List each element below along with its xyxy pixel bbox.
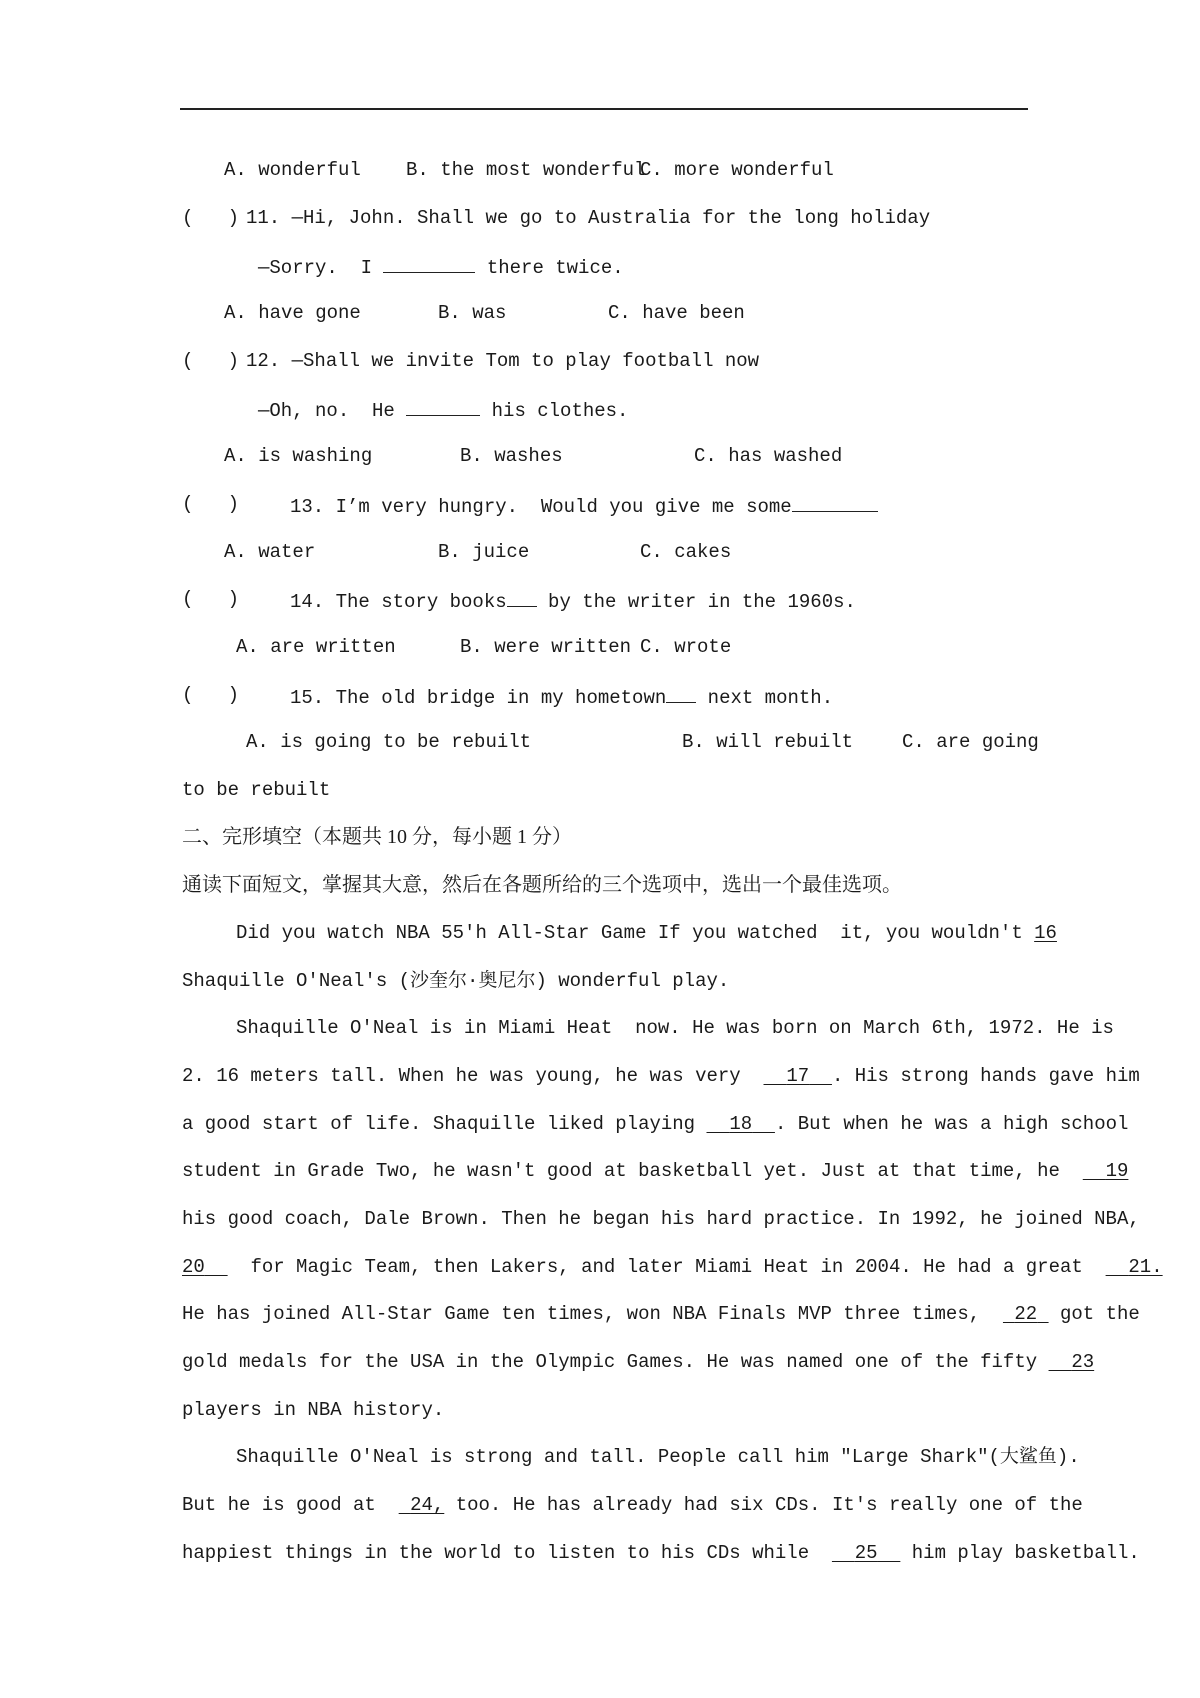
passage-text: He has joined All-Star Game ten times, won NBA Finals MVP three times, (182, 1303, 981, 1325)
answer-blank[interactable] (383, 250, 475, 273)
option-c: C. has washed (694, 445, 843, 467)
blank-17[interactable]: 17 (786, 1065, 810, 1087)
option-b: B. were written (460, 636, 632, 658)
question-stem: 15. The old bridge in my hometown (290, 687, 667, 709)
q10-options (0, 155, 1200, 185)
question-stem: 14. The story books (290, 591, 507, 613)
option-a: A. wonderful (224, 159, 361, 181)
option-b: B. will rebuilt (682, 731, 854, 753)
question-stem: 11. —Hi, John. Shall we go to Australia for the long holiday (246, 207, 931, 229)
reply-pre: —Oh, no. He (258, 400, 395, 422)
passage-text: gold medals for the USA in the Olympic Games. He was named one of the fifty (182, 1351, 1038, 1373)
passage-text: a good start of life. Shaquille liked playing (182, 1113, 696, 1135)
passage-line (0, 1538, 1200, 1568)
option-a: A. water (224, 541, 316, 563)
blank-25[interactable]: 25 (854, 1542, 878, 1564)
answer-paren[interactable]: ( ) (182, 207, 240, 229)
question-14 (0, 584, 1200, 614)
passage-text: Shaquille O'Neal is in Miami Heat now. He was born on March 6th, 1972. He is (236, 1017, 1114, 1039)
q11-reply (0, 250, 1200, 280)
answer-paren[interactable]: ( ) (182, 350, 240, 372)
option-c: C. are going (902, 731, 1039, 753)
passage-line (0, 918, 1200, 948)
option-a: A. is going to be rebuilt (246, 731, 532, 753)
section-instruction (0, 870, 1200, 900)
passage-text: got the (1059, 1303, 1140, 1325)
passage-text: his good coach, Dale Brown. Then he began his hard practice. In 1992, he joined NBA, (182, 1208, 1140, 1230)
passage-text: Shaquille O'Neal's (沙奎尔·奥尼尔) wonderful play. (182, 970, 730, 992)
passage-line (0, 1395, 1200, 1425)
passage-line (0, 1299, 1200, 1329)
passage-line (0, 1204, 1200, 1234)
passage-text: for Magic Team, then Lakers, and later Miami Heat in 2004. He had a great (250, 1256, 1083, 1278)
passage-text: student in Grade Two, he wasn't good at basketball yet. Just at that time, he (182, 1160, 1060, 1182)
question-stem-post: next month. (707, 687, 834, 709)
blank-18[interactable]: 18 (729, 1113, 753, 1135)
question-13 (0, 489, 1200, 519)
passage-line (0, 1109, 1200, 1139)
passage-line (0, 1442, 1200, 1472)
question-stem: 13. I’m very hungry. Would you give me some (290, 496, 792, 518)
question-12 (0, 346, 1200, 376)
passage-text: Did you watch NBA 55'h All-Star Game If you watched it, you wouldn't (236, 922, 1023, 944)
reply-pre: —Sorry. I (258, 257, 373, 279)
q11-options (0, 298, 1200, 328)
option-a: A. is washing (224, 445, 373, 467)
q13-options (0, 537, 1200, 567)
answer-blank[interactable] (792, 489, 878, 512)
option-c: C. cakes (640, 541, 732, 563)
q15-options-cont (0, 775, 1200, 805)
question-stem-post: by the writer in the 1960s. (548, 591, 856, 613)
option-b: B. juice (438, 541, 530, 563)
option-a: A. have gone (224, 302, 361, 324)
passage-text: Shaquille O'Neal is strong and tall. People call him "Large Shark"(大鲨鱼). (236, 1446, 1080, 1468)
passage-line (0, 1156, 1200, 1186)
section-heading (0, 822, 1200, 852)
question-15 (0, 680, 1200, 710)
passage-line (0, 1490, 1200, 1520)
reply-post: his clothes. (491, 400, 629, 422)
passage-text: But he is good at (182, 1494, 376, 1516)
blank-24[interactable]: 24, (410, 1494, 445, 1516)
answer-paren[interactable]: ( ) (182, 493, 240, 515)
header-rule (180, 108, 1028, 110)
q15-options (0, 727, 1200, 757)
option-c: C. have been (608, 302, 745, 324)
instruction-text: 通读下面短文，掌握其大意，然后在各题所给的三个选项中，选出一个最佳选项。 (182, 874, 902, 896)
passage-line (0, 966, 1200, 996)
blank-16[interactable]: 16 (1034, 922, 1057, 944)
reply-post: there twice. (486, 257, 624, 279)
answer-paren[interactable]: ( ) (182, 588, 240, 610)
passage-text: . His strong hands gave him (831, 1065, 1140, 1087)
blank-20[interactable]: 20 (182, 1256, 205, 1278)
passage-text: happiest things in the world to listen to his CDs while (182, 1542, 810, 1564)
passage-text: 2. 16 meters tall. When he was young, he was very (182, 1065, 741, 1087)
passage-line (0, 1252, 1200, 1282)
section-title: 二、完形填空（本题共 10 分，每小题 1 分） (182, 826, 572, 848)
answer-blank[interactable] (666, 680, 696, 703)
option-c: C. more wonderful (640, 159, 834, 181)
passage-text: . But when he was a high school (774, 1113, 1129, 1135)
option-a: A. are written (236, 636, 396, 658)
q12-options (0, 441, 1200, 471)
answer-blank[interactable] (406, 393, 480, 416)
answer-blank[interactable] (507, 584, 537, 607)
option-c: C. wrote (640, 636, 732, 658)
q12-reply (0, 393, 1200, 423)
passage-line (0, 1347, 1200, 1377)
question-11 (0, 203, 1200, 233)
answer-paren[interactable]: ( ) (182, 684, 240, 706)
blank-19[interactable]: 19 (1105, 1160, 1129, 1182)
blank-22[interactable]: 22 (1014, 1303, 1038, 1325)
blank-21[interactable]: 21. (1128, 1256, 1163, 1278)
option-c-continued: to be rebuilt (182, 779, 331, 801)
option-b: B. the most wonderful (406, 159, 646, 181)
passage-line (0, 1061, 1200, 1091)
option-b: B. was (438, 302, 507, 324)
passage-text: too. He has already had six CDs. It's really one of the (455, 1494, 1083, 1516)
q14-options (0, 632, 1200, 662)
passage-text: players in NBA history. (182, 1399, 445, 1421)
question-stem: 12. —Shall we invite Tom to play football now (246, 350, 760, 372)
blank-23[interactable]: 23 (1071, 1351, 1095, 1373)
passage-text: him play basketball. (911, 1542, 1140, 1564)
passage-line (0, 1013, 1200, 1043)
option-b: B. washes (460, 445, 563, 467)
